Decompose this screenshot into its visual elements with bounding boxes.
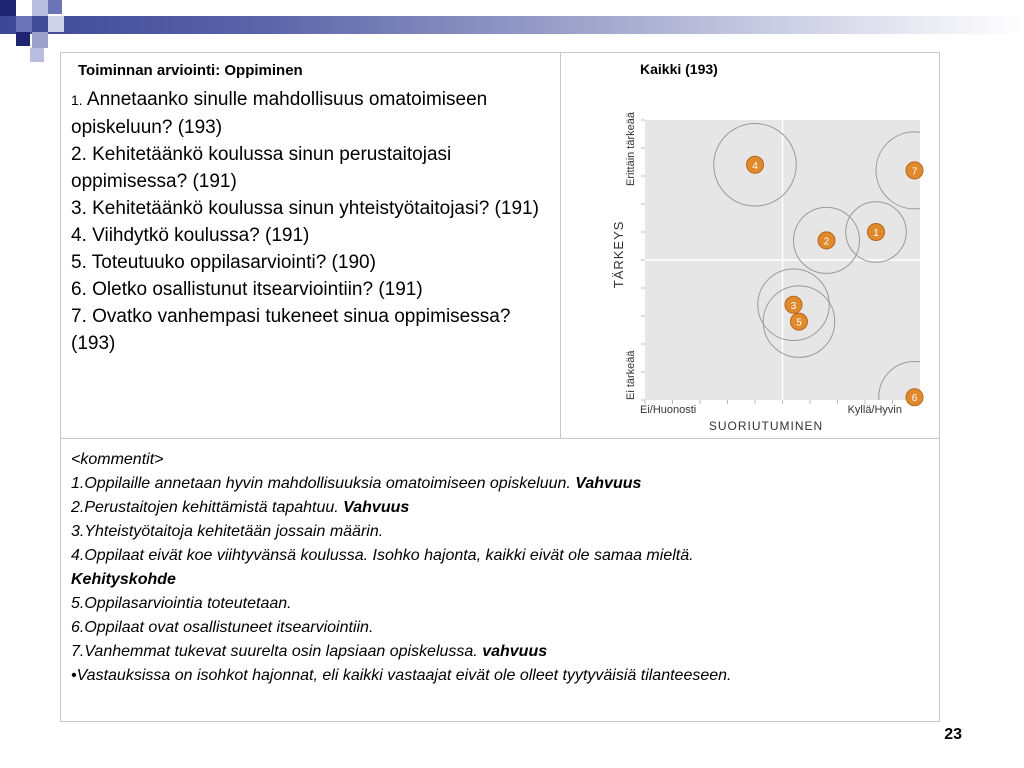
deco-square-navy-2 [16,32,30,46]
question-number: 6. [71,279,87,300]
comment-line [71,616,931,640]
question-list [71,86,551,357]
comment-text: 3.Yhteistyötaitoja kehitetään jossain määrin. [71,523,384,540]
data-point-label: 2 [823,236,830,248]
question-text: Kehitetäänkö koulussa sinun perustaitojasi oppimisessa? (191) [71,144,452,192]
comment-line [71,640,931,664]
comment-text: 1.Oppilaille annetaan hyvin mahdollisuuksia omatoimiseen opiskeluun. [71,475,576,492]
deco-square-light-2 [48,16,64,32]
question-number: 5. [71,252,87,273]
comments-header: <kommentit> [71,451,164,468]
chart-title: Kaikki (193) [640,61,718,77]
question-text: Viihdytkö koulussa? (191) [86,225,310,246]
y-high-label: Erittäin tärkeää [625,112,637,186]
comment-line [71,568,931,592]
questions-title: Toiminnan arviointi: Oppiminen [78,62,303,79]
comment-rating: vahvuus [482,643,548,660]
question-number: 7. [71,306,87,327]
table-column-divider [560,52,561,439]
question-item [71,249,551,276]
question-text: Toteutuuko oppilasarviointi? (190) [86,252,376,273]
question-number: 1. [71,92,83,108]
comment-text: •Vastauksissa on isohkot hajonnat, eli kaikki vastaajat eivät ole olleet tyytyväisiä tilanteeseen. [71,667,732,684]
comment-rating: Vahvuus [343,499,410,516]
question-item [71,222,551,249]
comment-line [71,544,931,568]
comment-lines [71,472,931,688]
page-number: 23 [944,726,962,743]
comment-text: 2.Perustaitojen kehittämistä tapahtuu. [71,499,344,516]
deco-square-mid-2 [32,32,48,48]
table-row-divider [60,438,940,439]
data-point-label: 6 [911,393,918,405]
deco-square-mid-1 [16,16,32,32]
comment-line [71,472,931,496]
comment-text: 4.Oppilaat eivät koe viihtyvänsä koulussa. Isohko hajonta, kaikki eivät ole samaa mieltä. [71,547,694,564]
question-number: 3. [71,198,87,219]
question-text: Ovatko vanhempasi tukeneet sinua oppimisessa? (193) [71,306,511,354]
question-item [71,195,551,222]
y-axis-title: TÄRKEYS [611,220,626,289]
data-point-label: 4 [752,160,758,172]
x-low-label: Ei/Huonosti [640,404,697,416]
comment-text: 7.Vanhemmat tukevat suurelta osin lapsiaan opiskelussa. [71,643,483,660]
question-item [71,86,551,141]
question-text: Annetaanko sinulle mahdollisuus omatoimiseen opiskeluun? (193) [71,89,488,138]
comment-line [71,664,931,688]
comment-rating: Kehityskohde [71,571,176,588]
question-number: 4. [71,225,87,246]
comment-line [71,592,931,616]
deco-square-light-3 [30,48,44,62]
x-axis-title: SUORIUTUMINEN [708,419,824,433]
comment-line [71,520,931,544]
data-point-label: 3 [790,300,797,312]
comment-text: 6.Oppilaat ovat osallistuneet itsearviointiin. [71,619,374,636]
deco-square-mid-3 [48,0,62,14]
comment-text: 5.Oppilasarviointia toteutetaan. [71,595,292,612]
data-point-label: 5 [796,317,802,329]
question-text: Kehitetäänkö koulussa sinun yhteistyötaitojasi? (191) [86,198,539,219]
data-point-label: 1 [873,228,879,239]
question-number: 2. [71,144,87,165]
header-gradient-bar [0,16,1024,34]
y-low-label: Ei tärkeää [625,350,637,400]
comment-line [71,496,931,520]
x-high-label: Kyllä/Hyvin [847,404,902,416]
question-item [71,276,551,303]
comment-rating: Vahvuus [575,475,642,492]
question-item [71,303,551,357]
question-item [71,141,551,195]
comments-block [71,448,931,688]
deco-square-navy-1 [0,0,16,16]
data-point-label: 7 [911,166,918,178]
importance-performance-chart [590,95,930,435]
deco-square-light-1 [32,0,48,16]
question-text: Oletko osallistunut itsearviointiin? (191) [86,279,423,300]
